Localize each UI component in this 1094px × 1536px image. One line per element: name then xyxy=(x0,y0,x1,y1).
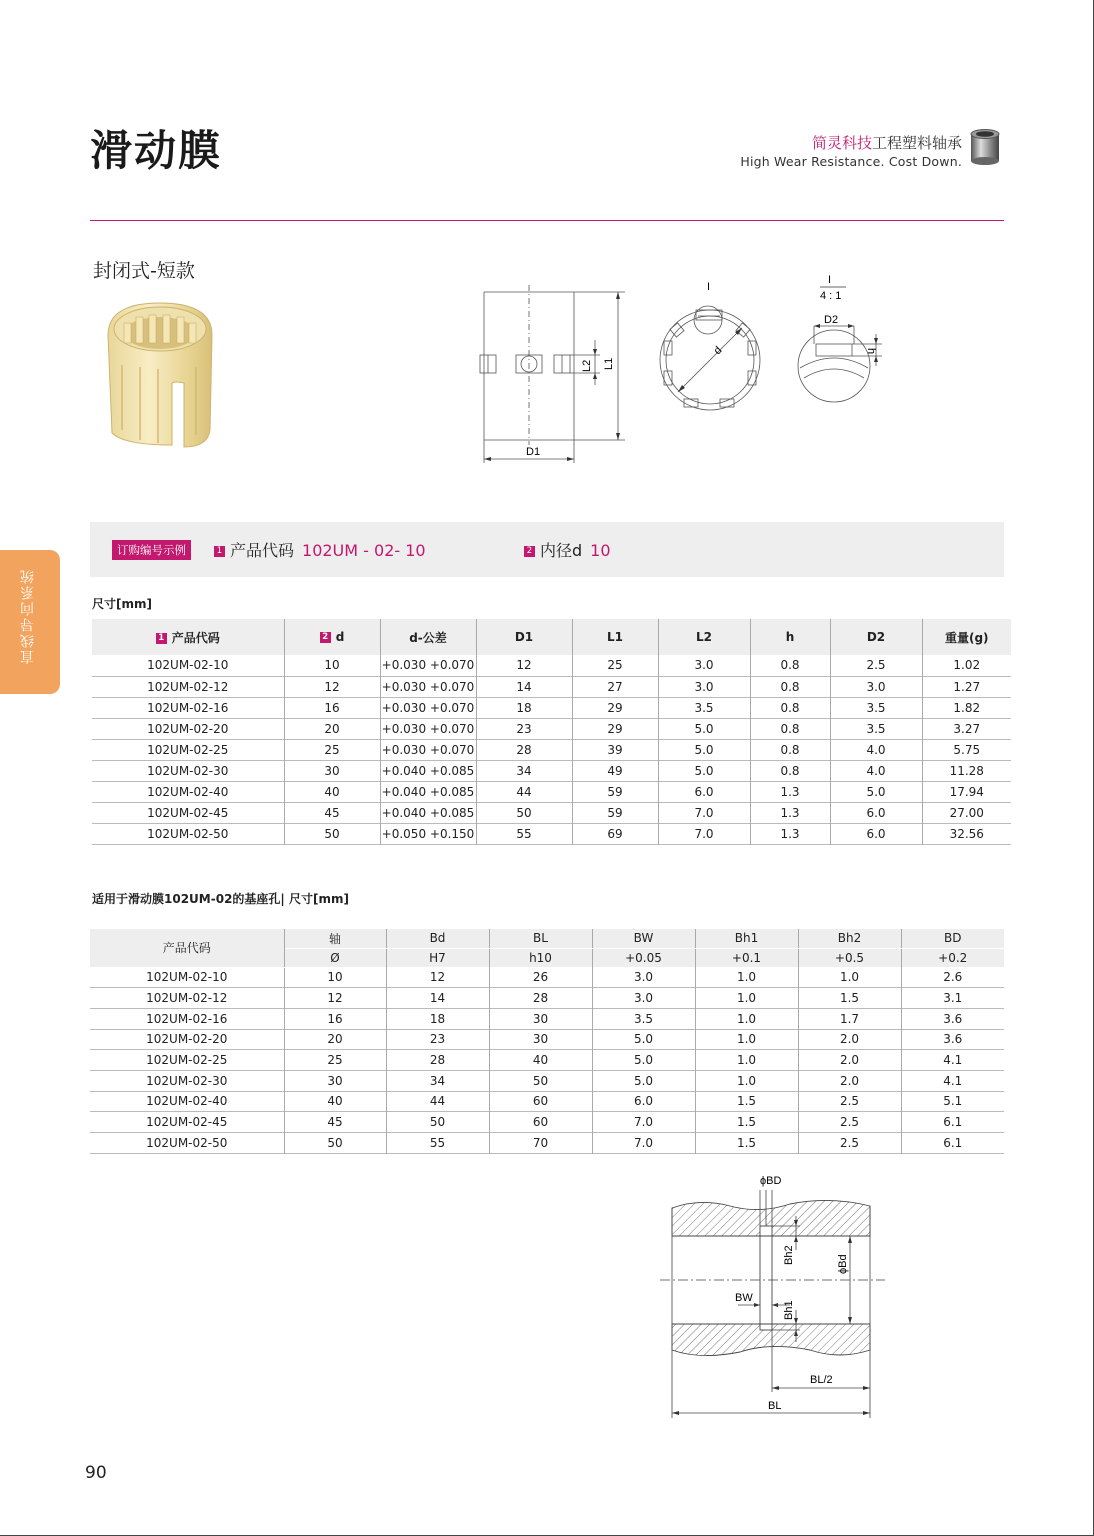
table-cell: 12 xyxy=(386,967,489,988)
table-cell: 102UM-02-16 xyxy=(92,697,284,718)
detail-scale: 4 : 1 xyxy=(820,290,842,302)
table-cell: 3.0 xyxy=(592,988,695,1009)
table-cell: 102UM-02-40 xyxy=(92,781,284,802)
table-cell: 7.0 xyxy=(592,1133,695,1154)
table-cell: 1.0 xyxy=(695,1008,798,1029)
table-cell: 10 xyxy=(284,967,386,988)
table-cell: 44 xyxy=(386,1091,489,1112)
col-header: Bd xyxy=(386,929,489,948)
table-cell: 25 xyxy=(284,739,380,760)
table-cell: 39 xyxy=(572,739,658,760)
table-cell: 28 xyxy=(386,1050,489,1071)
table-cell: 5.0 xyxy=(658,718,750,739)
order-item-label: 产品代码 xyxy=(230,541,295,560)
table-cell: 45 xyxy=(284,802,380,823)
col-subheader: +0.05 xyxy=(592,948,695,967)
brand-block xyxy=(740,132,962,169)
table-cell: 102UM-02-50 xyxy=(92,823,284,844)
table-cell: 27 xyxy=(572,676,658,697)
table-row xyxy=(90,988,1004,1009)
table-cell: 23 xyxy=(476,718,572,739)
table-cell: 102UM-02-20 xyxy=(90,1029,284,1050)
label-L2: L2 xyxy=(581,359,593,372)
table-cell: 1.3 xyxy=(750,823,830,844)
label-Bh2: Bh2 xyxy=(783,1245,795,1265)
order-example-box xyxy=(90,522,1004,577)
table-cell: 40 xyxy=(284,781,380,802)
table-cell: 1.5 xyxy=(695,1133,798,1154)
table-cell: 102UM-02-50 xyxy=(90,1133,284,1154)
table-cell: 12 xyxy=(284,988,386,1009)
table2-caption: 适用于滑动膜102UM-02的基座孔| 尺寸[mm] xyxy=(92,892,349,906)
table-row xyxy=(92,676,1011,697)
table-cell: 17.94 xyxy=(949,784,984,799)
table-cell: 3.0 xyxy=(658,676,750,697)
table-cell: 29 xyxy=(572,718,658,739)
table-cell: 32.56 xyxy=(949,826,984,841)
table-cell: 60 xyxy=(489,1091,592,1112)
table-cell: 102UM-02-25 xyxy=(92,739,284,760)
table-cell: +0.040 +0.085 xyxy=(380,760,476,781)
table-cell: 2.0 xyxy=(798,1070,901,1091)
table-cell: 102UM-02-45 xyxy=(92,802,284,823)
table-row xyxy=(90,1133,1004,1154)
label-d: d xyxy=(711,344,725,358)
table-cell: 1.5 xyxy=(695,1112,798,1133)
table-cell: 102UM-02-25 xyxy=(90,1050,284,1071)
table-cell: +0.030 +0.070 xyxy=(380,697,476,718)
table-row xyxy=(90,1112,1004,1133)
table-cell: 102UM-02-45 xyxy=(90,1112,284,1133)
table-cell: 102UM-02-30 xyxy=(92,760,284,781)
table-cell: 3.0 xyxy=(830,676,922,697)
table-cell: 29 xyxy=(572,697,658,718)
table-cell: 3.0 xyxy=(592,967,695,988)
table-cell: 50 xyxy=(489,1070,592,1091)
table-cell: 5.0 xyxy=(658,760,750,781)
col-header: Bh1 xyxy=(695,929,798,948)
table-row xyxy=(92,802,1011,823)
table-cell: 50 xyxy=(284,1133,386,1154)
table-cell: 10 xyxy=(284,655,380,676)
table-cell: 6.0 xyxy=(830,823,922,844)
table-cell: 3.5 xyxy=(658,697,750,718)
bearing-logo-icon xyxy=(968,128,1002,166)
table-cell: 5.0 xyxy=(830,781,922,802)
table-cell: 2.5 xyxy=(798,1112,901,1133)
col-header: d-公差 xyxy=(380,619,476,655)
detail-view-drawing xyxy=(790,268,890,408)
side-tab[interactable] xyxy=(0,550,60,694)
number-badge: 1 xyxy=(214,546,225,557)
table-cell: 3.6 xyxy=(943,1011,963,1026)
table-cell: 3.5 xyxy=(830,718,922,739)
table-cell: 2.6 xyxy=(943,970,963,985)
table-row xyxy=(90,1008,1004,1029)
table-header-row xyxy=(90,929,1004,948)
table-cell: 3.5 xyxy=(830,697,922,718)
table-cell: 23 xyxy=(386,1029,489,1050)
number-badge: 1 xyxy=(156,633,167,644)
table-cell: 4.1 xyxy=(943,1073,963,1088)
dimension-table xyxy=(92,619,1011,845)
table-cell: 2.0 xyxy=(798,1029,901,1050)
table-cell: 1.3 xyxy=(750,802,830,823)
table-cell: 34 xyxy=(386,1070,489,1091)
table-cell: 2.5 xyxy=(798,1091,901,1112)
order-item-value: 102UM - 02- 10 xyxy=(302,541,426,560)
table-cell: 1.5 xyxy=(695,1091,798,1112)
side-tab-label: 直线导向系统 xyxy=(20,568,36,664)
col-header: BL xyxy=(489,929,592,948)
table-row xyxy=(92,697,1011,718)
table-cell: 102UM-02-12 xyxy=(92,676,284,697)
col-subheader: H7 xyxy=(386,948,489,967)
label-BD: ϕBD xyxy=(760,1175,782,1187)
table-cell: 102UM-02-20 xyxy=(92,718,284,739)
brand-rest: 工程塑料轴承 xyxy=(871,134,962,152)
brand-highlight: 简灵科技 xyxy=(811,134,872,152)
table-cell: 11.28 xyxy=(949,763,984,778)
table-cell: 50 xyxy=(284,823,380,844)
table-cell: 70 xyxy=(489,1133,592,1154)
table-cell: 60 xyxy=(489,1112,592,1133)
product-photo xyxy=(100,295,220,455)
table-cell: 1.3 xyxy=(750,781,830,802)
col-header: 1 产品代码 xyxy=(92,619,284,655)
table-cell: 1.82 xyxy=(953,700,981,715)
table-cell: 3.5 xyxy=(592,1008,695,1029)
label-BL2: BL/2 xyxy=(810,1374,833,1386)
section-subtitle: 封闭式-短款 xyxy=(93,260,195,282)
table-cell: 1.27 xyxy=(953,679,981,694)
table-cell: +0.040 +0.085 xyxy=(380,781,476,802)
table-cell: 3.6 xyxy=(943,1032,963,1047)
label-L1: L1 xyxy=(603,357,615,370)
table-row xyxy=(90,1050,1004,1071)
table-cell: 27.00 xyxy=(949,805,984,820)
table-cell: +0.040 +0.085 xyxy=(380,802,476,823)
col-header: 轴 xyxy=(284,929,386,948)
table-cell: 5.0 xyxy=(658,739,750,760)
table-cell: 102UM-02-16 xyxy=(90,1008,284,1029)
table-cell: 1.7 xyxy=(798,1008,901,1029)
table-cell: 25 xyxy=(284,1050,386,1071)
table-cell: 28 xyxy=(476,739,572,760)
brand-slogan: High Wear Resistance. Cost Down. xyxy=(740,154,962,169)
table-cell: +0.050 +0.150 xyxy=(380,823,476,844)
table-cell: 59 xyxy=(572,781,658,802)
table-cell: 40 xyxy=(284,1091,386,1112)
table-cell: 0.8 xyxy=(750,739,830,760)
table-cell: 5.1 xyxy=(943,1094,963,1109)
table-cell: 20 xyxy=(284,1029,386,1050)
col-subheader: Ø xyxy=(284,948,386,967)
table-cell: 30 xyxy=(284,1070,386,1091)
label-Bd: ϕBd xyxy=(837,1254,849,1274)
header-divider xyxy=(90,220,1004,221)
table-cell: 3.27 xyxy=(953,721,981,736)
col-subheader: +0.5 xyxy=(798,948,901,967)
table-cell: 30 xyxy=(284,760,380,781)
table-row xyxy=(92,760,1011,781)
label-D1: D1 xyxy=(526,446,541,458)
table-cell: 0.8 xyxy=(750,655,830,676)
table-cell: +0.030 +0.070 xyxy=(380,739,476,760)
col-subheader: +0.1 xyxy=(695,948,798,967)
label-BW: BW xyxy=(735,1292,753,1304)
table-cell: +0.030 +0.070 xyxy=(380,655,476,676)
table-cell: 1.5 xyxy=(798,988,901,1009)
table-cell: 2.0 xyxy=(798,1050,901,1071)
table-cell: 3.1 xyxy=(943,991,963,1006)
order-item-product-code xyxy=(214,538,426,561)
table-cell: 25 xyxy=(572,655,658,676)
table-cell: 0.8 xyxy=(750,676,830,697)
table-cell: 1.02 xyxy=(953,658,981,673)
table-cell: 7.0 xyxy=(592,1112,695,1133)
table-cell: 2.5 xyxy=(830,655,922,676)
table-cell: 7.0 xyxy=(658,802,750,823)
table-cell: 6.1 xyxy=(943,1135,963,1150)
table-cell: 3.0 xyxy=(658,655,750,676)
table-cell: 18 xyxy=(386,1008,489,1029)
table-cell: 26 xyxy=(489,967,592,988)
order-item-label: 内径d xyxy=(540,541,583,560)
table-row xyxy=(92,781,1011,802)
table-cell: 30 xyxy=(489,1029,592,1050)
col-header: BW xyxy=(592,929,695,948)
table-cell: 12 xyxy=(476,655,572,676)
table-cell: 40 xyxy=(489,1050,592,1071)
detail-title: I xyxy=(828,274,832,286)
table-row xyxy=(92,718,1011,739)
table-cell: 0.8 xyxy=(750,718,830,739)
page-number: 90 xyxy=(85,1463,107,1483)
table-row xyxy=(90,1070,1004,1091)
col-header: h xyxy=(750,619,830,655)
table-cell: 49 xyxy=(572,760,658,781)
col-header: D1 xyxy=(476,619,572,655)
table-cell: 102UM-02-30 xyxy=(90,1070,284,1091)
table-cell: 1.0 xyxy=(695,988,798,1009)
table-row xyxy=(92,823,1011,844)
col-header: 2 d xyxy=(284,619,380,655)
table-cell: 16 xyxy=(284,697,380,718)
label-Bh1: Bh1 xyxy=(783,1300,795,1320)
table-cell: 55 xyxy=(476,823,572,844)
col-header: BD xyxy=(901,929,1004,948)
col-subheader: h10 xyxy=(489,948,592,967)
number-badge: 2 xyxy=(320,632,331,643)
col-header: 产品代码 xyxy=(90,929,284,967)
table-row xyxy=(92,739,1011,760)
table-cell: 6.0 xyxy=(830,802,922,823)
col-header: 重量(g) xyxy=(944,630,989,645)
label-D2: D2 xyxy=(824,314,839,326)
table-cell: 18 xyxy=(476,697,572,718)
brand-name xyxy=(740,132,962,153)
col-header: Bh2 xyxy=(798,929,901,948)
front-view-drawing xyxy=(650,275,780,425)
housing-bore-drawing xyxy=(660,1170,890,1425)
table-row xyxy=(90,1091,1004,1112)
table-cell: 1.0 xyxy=(695,1050,798,1071)
table-cell: 102UM-02-12 xyxy=(90,988,284,1009)
table-header-row xyxy=(92,619,1011,655)
label-h: h xyxy=(865,348,877,355)
table-cell: 102UM-02-10 xyxy=(90,967,284,988)
table-cell: 2.5 xyxy=(798,1133,901,1154)
table-cell: 1.0 xyxy=(798,967,901,988)
table-row xyxy=(90,967,1004,988)
table-cell: 1.0 xyxy=(695,1029,798,1050)
table-cell: +0.030 +0.070 xyxy=(380,676,476,697)
table-cell: +0.030 +0.070 xyxy=(380,718,476,739)
table-cell: 20 xyxy=(284,718,380,739)
table-cell: 4.0 xyxy=(830,739,922,760)
table-cell: 28 xyxy=(489,988,592,1009)
side-view-drawing xyxy=(470,285,640,470)
table-cell: 6.0 xyxy=(658,781,750,802)
housing-bore-table xyxy=(90,929,1004,1154)
table-cell: 34 xyxy=(476,760,572,781)
table-cell: 44 xyxy=(476,781,572,802)
table-cell: 5.0 xyxy=(592,1050,695,1071)
table-cell: 50 xyxy=(476,802,572,823)
table-cell: 50 xyxy=(386,1112,489,1133)
table-cell: 5.0 xyxy=(592,1029,695,1050)
table-cell: 1.0 xyxy=(695,967,798,988)
table-row xyxy=(90,1029,1004,1050)
col-header: L1 xyxy=(572,619,658,655)
table-cell: 7.0 xyxy=(658,823,750,844)
table-cell: 5.75 xyxy=(953,742,981,757)
table-cell: 55 xyxy=(386,1133,489,1154)
order-item-value: 10 xyxy=(590,541,611,560)
table-cell: 6.0 xyxy=(592,1091,695,1112)
table-cell: 16 xyxy=(284,1008,386,1029)
table-cell: 6.1 xyxy=(943,1115,963,1130)
table-cell: 45 xyxy=(284,1112,386,1133)
table-cell: 102UM-02-10 xyxy=(92,655,284,676)
table-cell: 0.8 xyxy=(750,760,830,781)
col-header: D2 xyxy=(830,619,922,655)
table-cell: 12 xyxy=(284,676,380,697)
col-subheader: +0.2 xyxy=(938,950,968,965)
page-title: 滑动膜 xyxy=(90,126,223,175)
table-cell: 102UM-02-40 xyxy=(90,1091,284,1112)
table-cell: 0.8 xyxy=(750,697,830,718)
table-cell: 30 xyxy=(489,1008,592,1029)
table-cell: 5.0 xyxy=(592,1070,695,1091)
label-BL: BL xyxy=(768,1400,782,1412)
number-badge: 2 xyxy=(524,546,535,557)
table-cell: 4.1 xyxy=(943,1053,963,1068)
col-header: L2 xyxy=(658,619,750,655)
table1-caption: 尺寸[mm] xyxy=(92,597,152,611)
table-cell: 69 xyxy=(572,823,658,844)
label-I: I xyxy=(707,281,711,293)
table-cell: 14 xyxy=(476,676,572,697)
order-example-tag: 订购编号示例 xyxy=(112,540,191,560)
table-cell: 59 xyxy=(572,802,658,823)
order-item-inner-diameter xyxy=(524,538,611,561)
table-cell: 14 xyxy=(386,988,489,1009)
table-cell: 4.0 xyxy=(830,760,922,781)
table-cell: 1.0 xyxy=(695,1070,798,1091)
table-row xyxy=(92,655,1011,676)
